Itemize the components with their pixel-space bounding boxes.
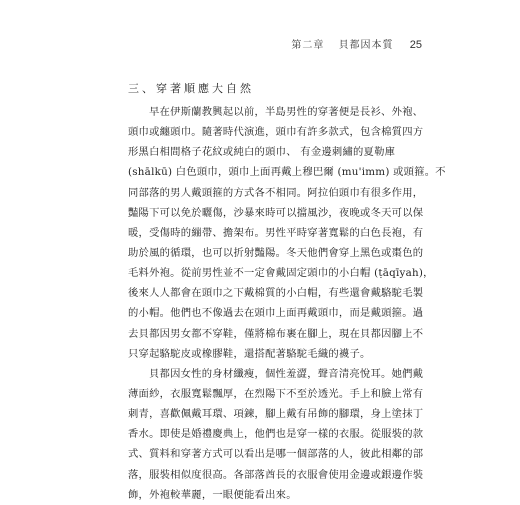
text-line: 早在伊斯蘭教興起以前，半島男性的穿著便是長衫、外袍、 bbox=[149, 106, 424, 118]
paragraph-men-attire bbox=[128, 102, 446, 364]
page-number: 25 bbox=[409, 39, 422, 51]
text-line: 的小帽。他們也不像過去在頭巾上面再戴頭巾，而是戴頭箍。過 bbox=[128, 307, 424, 320]
chapter-title: 貝都因本質 bbox=[338, 40, 394, 51]
paragraph-women-attire bbox=[128, 364, 424, 505]
running-header bbox=[291, 36, 422, 51]
section-heading: 三、穿著順應大自然 bbox=[128, 82, 254, 95]
text-line: 暖，受傷時的繃帶、擔架布。男性平時穿著寬鬆的白色長袍，有 bbox=[128, 226, 424, 239]
text-line: (shālkū) 白色頭巾，頭巾上面再戴上穆巴爾 (mu'imm) 或頭箍。不 bbox=[128, 166, 446, 179]
text-line: 豔陽下可以免於曬傷，沙暴來時可以擋風沙，夜晚或冬天可以保 bbox=[128, 206, 424, 219]
text-line: 貝都因女性的身材纖瘦，個性羞澀，聲音清亮悅耳。她們戴 bbox=[149, 367, 424, 380]
text-line: 毛料外袍。從前男性並不一定會戴固定頭巾的小白帽 (ṭāqīyah)， bbox=[128, 267, 434, 280]
text-line: 去貝都因男女都不穿鞋，僅將棉布裹在腳上，現在貝都因腳上不 bbox=[128, 327, 424, 340]
text-line: 頭巾或纏頭巾。隨著時代演進，頭巾有許多款式，包含棉質四方 bbox=[128, 126, 424, 139]
text-line: 落，服裝相似度很高。各部落酋長的衣服會使用金邊或銀邊作裝 bbox=[128, 468, 424, 481]
text-line: 香水。即使是婚禮慶典上，他們也是穿一樣的衣服。從服裝的款 bbox=[128, 428, 424, 441]
text-line: 刺青，喜歡佩戴耳環、項鍊，腳上戴有吊飾的腳環，身上塗抹丁 bbox=[128, 408, 424, 421]
text-line: 薄面紗，衣服寬鬆飄厚，在烈陽下不至於透光。手上和臉上常有 bbox=[128, 387, 424, 400]
text-line: 飾，外袍較華麗，一眼便能看出來。 bbox=[128, 488, 297, 501]
text-line: 後來人人都會在頭巾之下戴棉質的小白帽，有些還會戴駱駝毛製 bbox=[128, 287, 424, 300]
text-line: 只穿起駱駝皮或橡膠鞋，還搭配著駱駝毛織的襪子。 bbox=[128, 347, 371, 360]
text-line: 助於風的循環，也可以折射豔陽。冬天他們會穿上黑色或棗色的 bbox=[128, 246, 424, 259]
chapter-label: 第二章 bbox=[291, 40, 325, 51]
text-line: 形黑白相間格子花紋或純白的頭巾、 有金邊刺繡的夏勒庫 bbox=[128, 146, 396, 159]
text-line: 同部落的男人戴頭箍的方式各不相同。阿拉伯頭巾有很多作用， bbox=[128, 186, 424, 199]
text-line: 式、質料和穿著方式可以看出是哪一個部落的人，彼此相鄰的部 bbox=[128, 448, 424, 461]
body-text bbox=[128, 102, 446, 505]
